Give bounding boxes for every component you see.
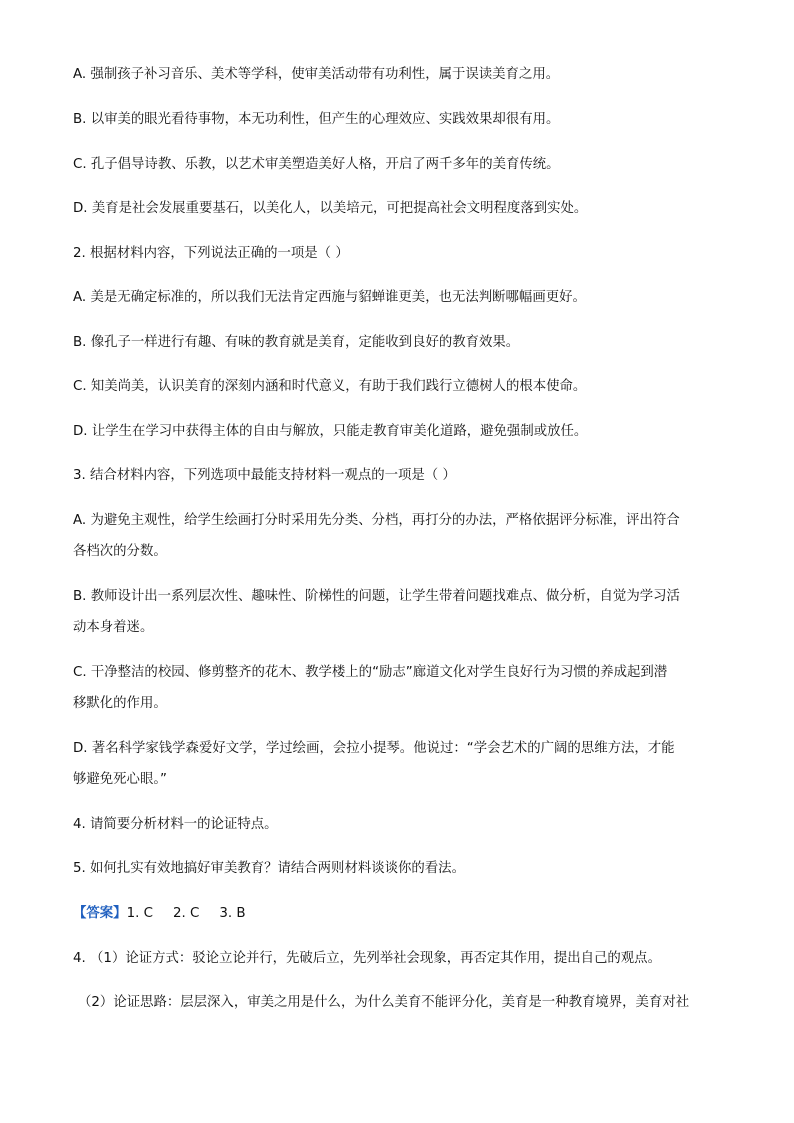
q1-option-a: A. 强制孩子补习音乐、美术等学科，使审美活动带有功利性，属于误读美育之用。 <box>73 67 560 82</box>
q3-option-a-line2: 各档次的分数。 <box>73 544 167 559</box>
q5-stem: 5. 如何扎实有效地搞好审美教育？请结合两则材料谈谈你的看法。 <box>73 861 465 876</box>
answer-1: 1. C <box>126 906 153 921</box>
q3-option-d-line1: D. 著名科学家钱学森爱好文学，学过绘画，会拉小提琴。他说过：“学会艺术的广阔的思维方法，才能 <box>73 741 675 756</box>
q3-option-b-line1: B. 教师设计出一系列层次性、趣味性、阶梯性的问题，让学生带着问题找难点、做分析，自觉为学习活 <box>73 589 680 604</box>
answer-tag: 【答案】 <box>73 906 127 921</box>
q2-option-a: A. 美是无确定标准的，所以我们无法肯定西施与貂蝉谁更美，也无法判断哪幅画更好。 <box>73 290 586 305</box>
q3-option-c-line2: 移默化的作用。 <box>73 696 167 711</box>
answer-key-line <box>73 904 713 924</box>
q2-stem: 2. 根据材料内容，下列说法正确的一项是（ ） <box>73 246 349 261</box>
answer-q4-point2: （2）论证思路：层层深入，审美之用是什么，为什么美育不能评分化，美育是一种教育境界，美育对社 <box>78 995 690 1010</box>
q3-option-c-line1: C. 干净整洁的校园、修剪整齐的花木、教学楼上的“励志”廊道文化对学生良好行为习惯的养成起到潜 <box>73 665 668 680</box>
q2-option-c: C. 知美尚美，认识美育的深刻内涵和时代意义，有助于我们践行立德树人的根本使命。 <box>73 379 587 394</box>
answer-3: 3. B <box>219 906 246 921</box>
q3-option-a-line1: A. 为避免主观性，给学生绘画打分时采用先分类、分档，再打分的办法，严格依据评分标准，评出符合 <box>73 513 680 528</box>
q2-option-b: B. 像孔子一样进行有趣、有味的教育就是美育，定能收到良好的教育效果。 <box>73 335 520 350</box>
q4-stem: 4. 请简要分析材料一的论证特点。 <box>73 817 278 832</box>
answer-2: 2. C <box>172 906 200 921</box>
q1-option-b: B. 以审美的眼光看待事物，本无功利性，但产生的心理效应、实践效果却很有用。 <box>73 112 560 127</box>
answer-q4-point1: 4. （1）论证方式：驳论立论并行，先破后立，先列举社会现象，再否定其作用，提出自己的观点。 <box>73 951 661 966</box>
q3-stem: 3. 结合材料内容，下列选项中最能支持材料一观点的一项是（ ） <box>73 468 456 483</box>
q2-option-d: D. 让学生在学习中获得主体的自由与解放，只能走教育审美化道路，避免强制或放任。 <box>73 424 588 439</box>
q3-option-d-line2: 够避免死心眼。” <box>73 772 167 787</box>
q3-option-b-line2: 动本身着迷。 <box>73 620 154 635</box>
q1-option-c: C. 孔子倡导诗教、乐教，以艺术审美塑造美好人格，开启了两千多年的美育传统。 <box>73 157 560 172</box>
q1-option-d: D. 美育是社会发展重要基石，以美化人，以美培元，可把提高社会文明程度落到实处。 <box>73 201 588 216</box>
